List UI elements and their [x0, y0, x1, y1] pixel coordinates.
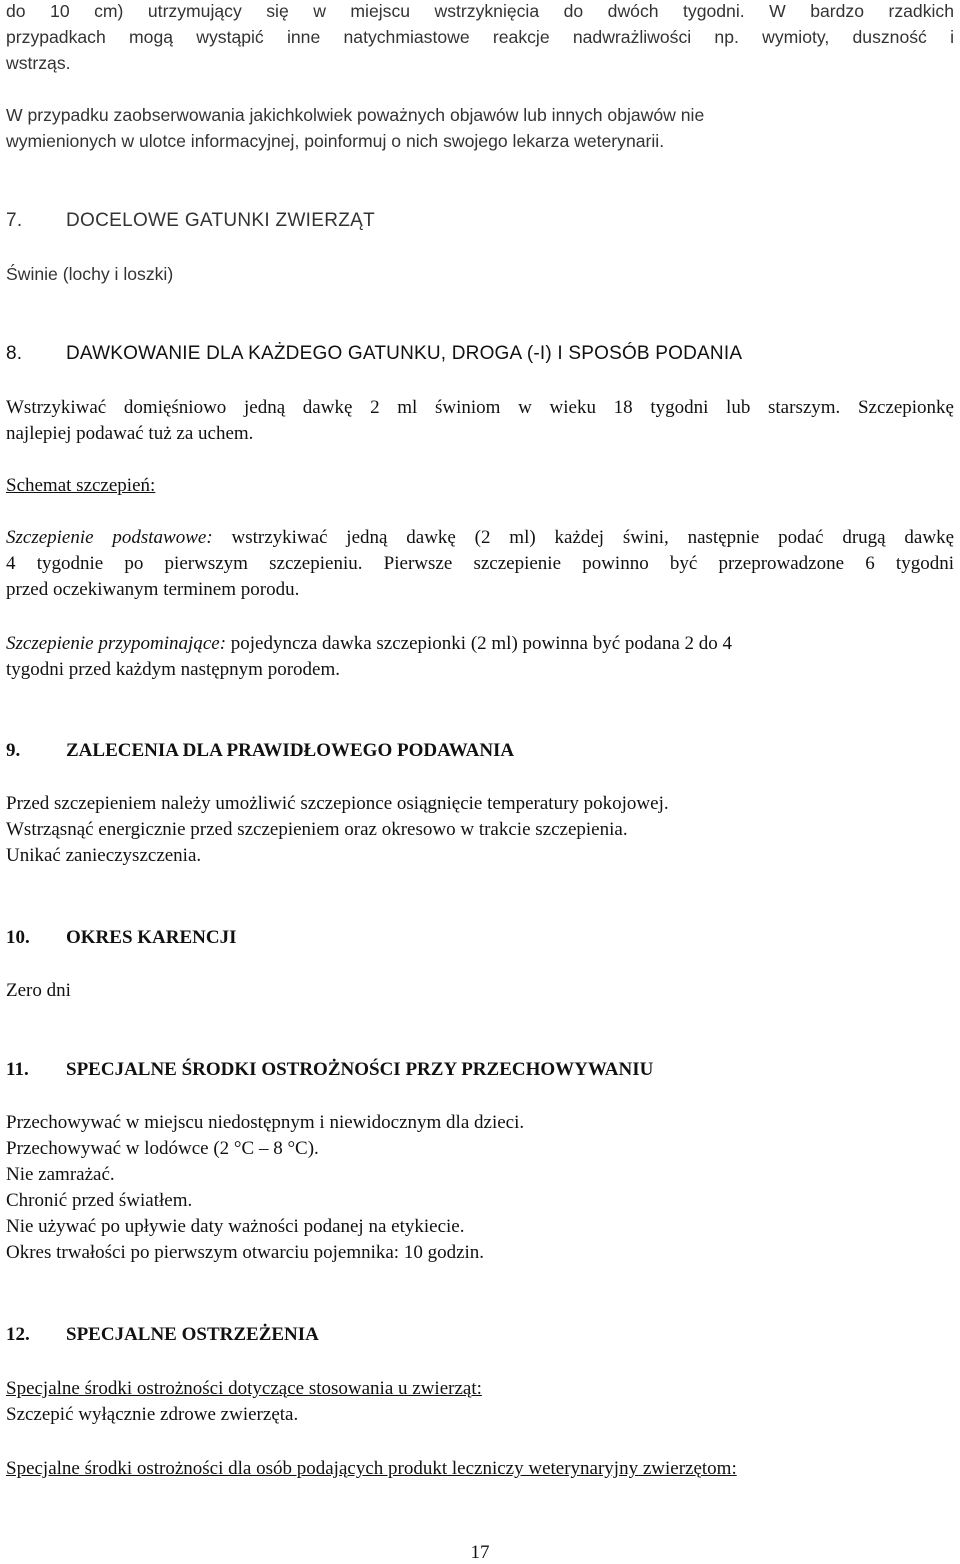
- basic-vaccination-paragraph: [6, 525, 954, 603]
- section-9-line: Unikać zanieczyszczenia.: [6, 845, 202, 866]
- section-8-heading: [6, 341, 954, 367]
- section-title: OKRES KARENCJI: [66, 927, 237, 948]
- basic-text: wstrzykiwać jedną dawkę (2 ml) każdej świni, następnie podać drugą dawkę: [212, 527, 954, 548]
- animals-label: Specjalne środki ostrożności dotyczące stosowania u zwierząt:: [6, 1378, 482, 1399]
- intro-line: przypadkach mogą wystąpić inne natychmiastowe reakcje nadwrażliwości np. wymioty, duszność i: [6, 27, 954, 47]
- section-9-heading: [6, 738, 954, 764]
- report-line: W przypadku zaobserwowania jakichkolwiek poważnych objawów lub innych objawów nie: [6, 105, 705, 125]
- section-12-animals: [6, 1376, 954, 1428]
- section-8-line: Wstrzykiwać domięśniowo jedną dawkę 2 ml świniom w wieku 18 tygodni lub starszym. Szczepionkę: [6, 397, 954, 418]
- section-11-line: Przechowywać w miejscu niedostępnym i niewidocznym dla dzieci.: [6, 1112, 525, 1133]
- section-10-heading: [6, 925, 954, 951]
- section-number: 11.: [6, 1059, 29, 1080]
- persons-label: Specjalne środki ostrożności dla osób podających produkt leczniczy weterynaryjny zwierzętom:: [6, 1458, 737, 1479]
- section-8-line: najlepiej podawać tuż za uchem.: [6, 423, 254, 444]
- animals-text: Szczepić wyłącznie zdrowe zwierzęta.: [6, 1404, 299, 1425]
- intro-line: wstrząs.: [6, 53, 71, 73]
- section-11-paragraph: [6, 1110, 954, 1266]
- section-title: DOCELOWE GATUNKI ZWIERZĄT: [66, 210, 376, 231]
- schema-label: Schemat szczepień:: [6, 475, 156, 496]
- report-line: wymienionych w ulotce informacyjnej, poinformuj o nich swojego lekarza weterynarii.: [6, 131, 665, 151]
- section-10-text: Zero dni: [6, 980, 71, 1001]
- basic-line: 4 tygodnie po pierwszym szczepieniu. Pierwsze szczepienie powinno być przeprowadzone 6 tygodni: [6, 553, 954, 574]
- basic-label: Szczepienie podstawowe:: [6, 527, 213, 548]
- booster-label: Szczepienie przypominające:: [6, 633, 227, 654]
- section-title: DAWKOWANIE DLA KAŻDEGO GATUNKU, DROGA (-I) I SPOSÓB PODANIA: [66, 343, 743, 364]
- section-7-text: Świnie (lochy i loszki): [6, 264, 174, 284]
- section-11-line: Nie używać po upływie daty ważności podanej na etykiecie.: [6, 1216, 465, 1237]
- basic-line: przed oczekiwanym terminem porodu.: [6, 579, 300, 600]
- report-paragraph: [6, 102, 954, 154]
- booster-paragraph: [6, 631, 954, 683]
- section-11-line: Chronić przed światłem.: [6, 1190, 193, 1211]
- section-11-heading: [6, 1057, 954, 1083]
- section-11-line: Przechowywać w lodówce (2 °C – 8 °C).: [6, 1138, 319, 1159]
- section-9-line: Przed szczepieniem należy umożliwić szczepionce osiągnięcie temperatury pokojowej.: [6, 793, 669, 814]
- section-8-paragraph: [6, 395, 954, 447]
- section-number: 7.: [6, 210, 23, 231]
- section-7-heading: [6, 208, 954, 234]
- section-number: 10.: [6, 927, 30, 948]
- section-title: SPECJALNE ŚRODKI OSTROŻNOŚCI PRZY PRZECHOWYWANIU: [66, 1059, 654, 1080]
- booster-text: pojedyncza dawka szczepionki (2 ml) powinna być podana 2 do 4: [226, 633, 733, 654]
- section-title: SPECJALNE OSTRZEŻENIA: [66, 1324, 319, 1345]
- section-11-line: Okres trwałości po pierwszym otwarciu pojemnika: 10 godzin.: [6, 1242, 485, 1263]
- section-number: 8.: [6, 343, 23, 364]
- section-12-heading: [6, 1322, 954, 1348]
- section-9-line: Wstrząsnąć energicznie przed szczepieniem oraz okresowo w trakcie szczepienia.: [6, 819, 628, 840]
- section-number: 9.: [6, 740, 21, 761]
- intro-line: do 10 cm) utrzymujący się w miejscu wstrzyknięcia do dwóch tygodni. W bardzo rzadkich: [6, 1, 954, 21]
- intro-paragraph: [6, 0, 954, 76]
- section-number: 12.: [6, 1324, 30, 1345]
- page-number: 17: [470, 1542, 490, 1563]
- basic-line: [6, 525, 954, 551]
- booster-line: [6, 631, 954, 657]
- section-9-paragraph: [6, 791, 954, 869]
- section-11-line: Nie zamrażać.: [6, 1164, 115, 1185]
- section-title: ZALECENIA DLA PRAWIDŁOWEGO PODAWANIA: [66, 740, 515, 761]
- booster-line: tygodni przed każdym następnym porodem.: [6, 659, 341, 680]
